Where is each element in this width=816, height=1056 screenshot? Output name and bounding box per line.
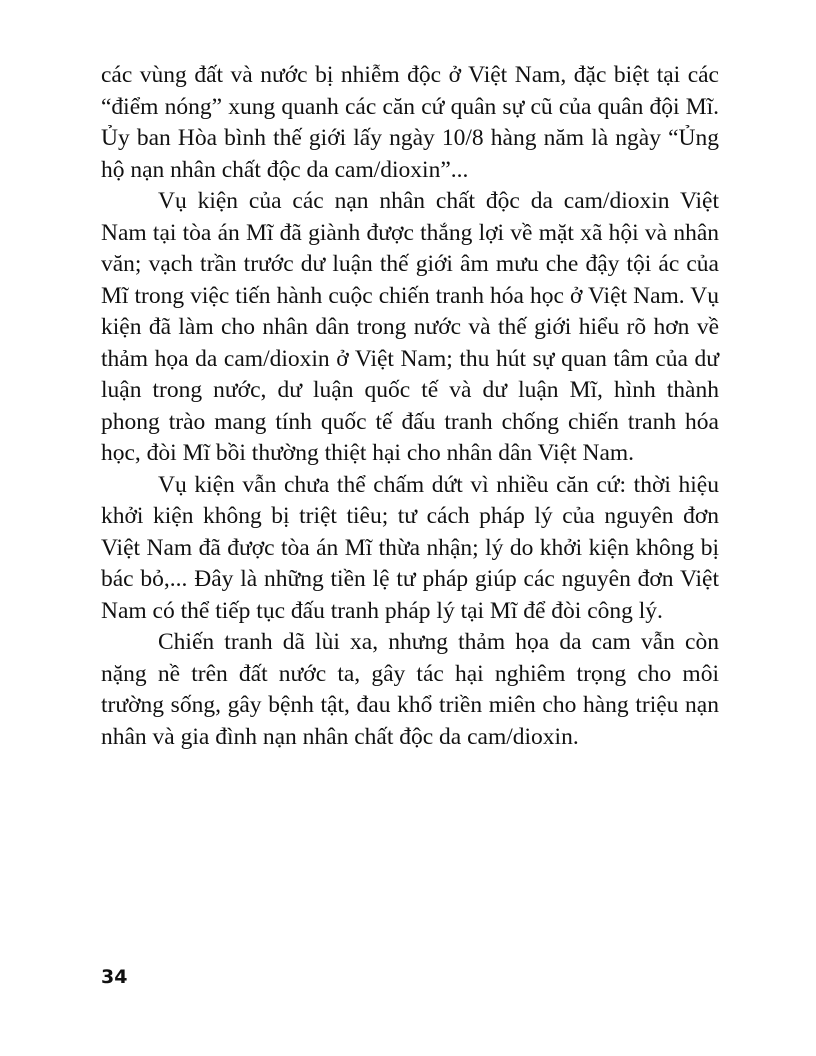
page-number: 34 <box>101 966 128 988</box>
paragraph-lawsuit-victory: Vụ kiện của các nạn nhân chất độc da cam/dioxin Việt Nam tại tòa án Mĩ đã giành được thắng lợi về mặt xã hội và nhân văn; vạch trần trước dư luận thế giới âm mưu che đậy tội ác của Mĩ trong việc tiến hành cuộc chiến tranh hóa học ở Việt Nam. Vụ kiện đã làm cho nhân dân trong nước và thế giới hiểu rõ hơn về thảm họa da cam/dioxin ở Việt Nam; thu hút sự quan tâm của dư luận trong nước, dư luận quốc tế và dư luận Mĩ, hình thành phong trào mang tính quốc tế đấu tranh chống chiến tranh hóa học, đòi Mĩ bồi thường thiệt hại cho nhân dân Việt Nam. <box>101 188 719 466</box>
paragraph-lawsuit-continues: Vụ kiện vẫn chưa thể chấm dứt vì nhiều căn cứ: thời hiệu khởi kiện không bị triệt tiêu; tư cách pháp lý của nguyên đơn Việt Nam đã được tòa án Mĩ thừa nhận; lý do khởi kiện không bị bác bỏ,... Đây là những tiền lệ tư pháp giúp các nguyên đơn Việt Nam có thể tiếp tục đấu tranh pháp lý tại Mĩ để đòi công lý. <box>101 471 719 624</box>
paragraph-continuation: các vùng đất và nước bị nhiễm độc ở Việt Nam, đặc biệt tại các “điểm nóng” xung quanh các căn cứ quân sự cũ của quân đội Mĩ. Ủy ban Hòa bình thế giới lấy ngày 10/8 hàng năm là ngày “Ủng hộ nạn nhân chất độc da cam/dioxin”... <box>101 62 719 183</box>
paragraph-war-consequences: Chiến tranh dã lùi xa, nhưng thảm họa da cam vẫn còn nặng nề trên đất nước ta, gây tác hại nghiêm trọng cho môi trường sống, gây bệnh tật, đau khổ triền miên cho hàng triệu nạn nhân và gia đình nạn nhân chất độc da cam/dioxin. <box>101 629 719 750</box>
page-body <box>101 60 719 753</box>
